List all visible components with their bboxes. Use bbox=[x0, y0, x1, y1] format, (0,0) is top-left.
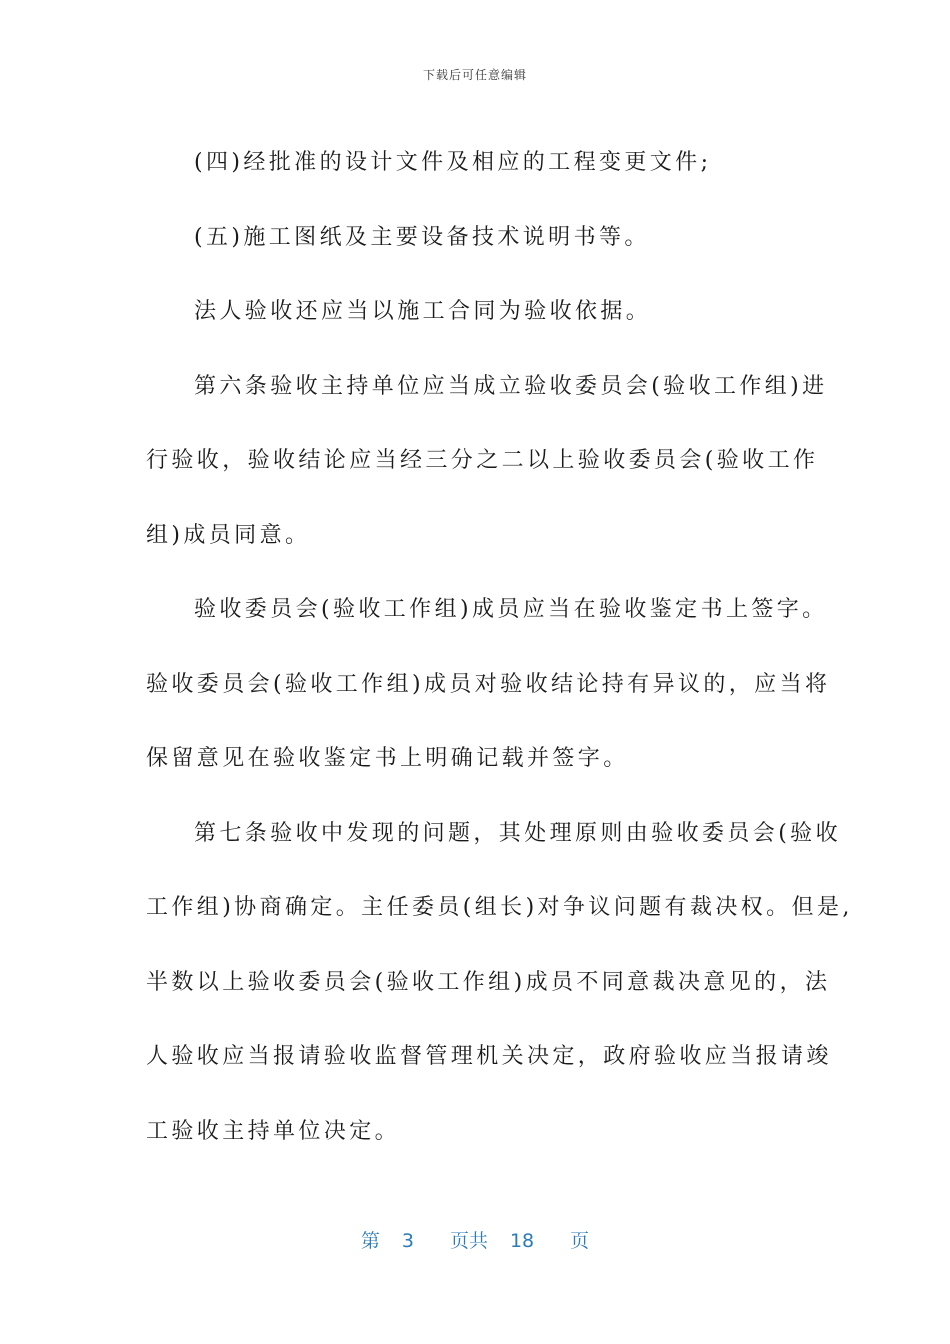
text-line: 工作组)协商确定。主任委员(组长)对争议问题有裁决权。但是, bbox=[146, 895, 853, 920]
page-header: 下载后可任意编辑 bbox=[422, 68, 527, 82]
text-line: 法人验收还应当以施工合同为验收依据。 bbox=[194, 299, 652, 324]
total-pages: 18 bbox=[509, 1230, 535, 1252]
of-label: 页共 bbox=[449, 1230, 488, 1252]
text-line: (五)施工图纸及主要设备技术说明书等。 bbox=[194, 224, 650, 250]
text-line: 人验收应当报请验收监督管理机关决定，政府验收应当报请竣 bbox=[146, 1044, 832, 1069]
text-line: 验收委员会(验收工作组)成员应当在验收鉴定书上签字。 bbox=[194, 597, 828, 622]
text-line: 保留意见在验收鉴定书上明确记载并签字。 bbox=[146, 746, 629, 771]
text-line: 验收委员会(验收工作组)成员对验收结论持有异议的，应当将 bbox=[146, 671, 831, 697]
document-body bbox=[146, 126, 853, 1169]
text-line: 行验收，验收结论应当经三分之二以上验收委员会(验收工作 bbox=[146, 448, 819, 473]
text-line: 第六条验收主持单位应当成立验收委员会(验收工作组)进 bbox=[194, 373, 828, 399]
page-footer bbox=[0, 1226, 950, 1253]
text-line: 工验收主持单位决定。 bbox=[146, 1118, 401, 1144]
text-line: 半数以上验收委员会(验收工作组)成员不同意裁决意见的，法 bbox=[146, 969, 831, 995]
page-number: 3 bbox=[401, 1230, 414, 1252]
page-suffix: 页 bbox=[570, 1230, 590, 1252]
text-line: (四)经批准的设计文件及相应的工程变更文件; bbox=[194, 150, 712, 175]
page-label: 第 bbox=[360, 1230, 380, 1252]
text-line: 第七条验收中发现的问题，其处理原则由验收委员会(验收 bbox=[194, 820, 841, 846]
text-line: 组)成员同意。 bbox=[146, 522, 311, 548]
